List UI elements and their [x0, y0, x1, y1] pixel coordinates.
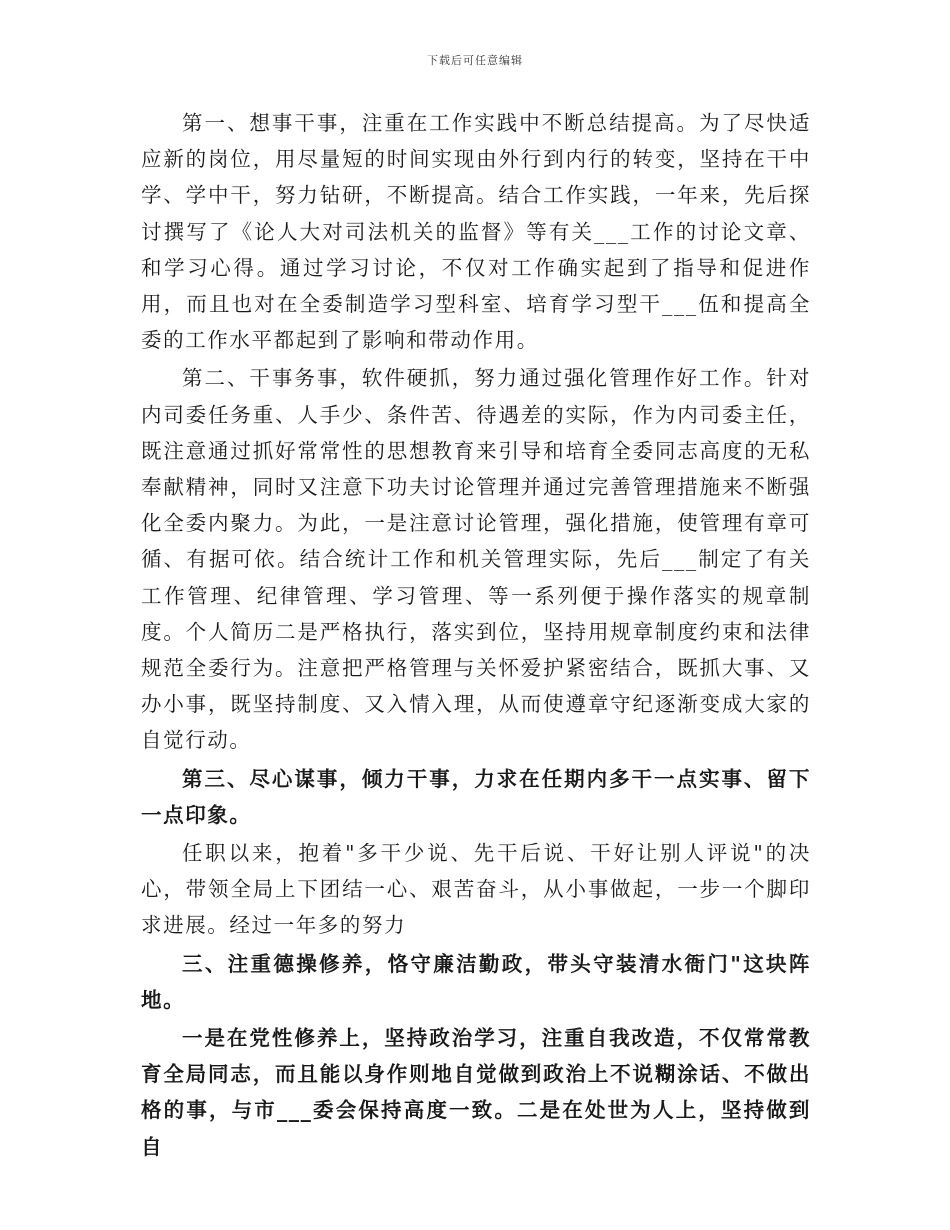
paragraph-1: 第一、想事干事，注重在工作实践中不断总结提高。为了尽快适应新的岗位，用尽量短的时间实现由外行到内行的转变，坚持在干中学、学中干，努力钻研，不断提高。结合工作实践，一年来，先后探讨撰写了《论人大对司法机关的监督》等有关___工作的讨论文章、和学习心得。通过学习讨论，不仅对工作确实起到了指导和促进作用，而且也对在全委制造学习型科室、培育学习型干___伍和提高全委的工作水平都起到了影响和带动作用。 — [141, 111, 811, 353]
paragraph-2: 第二、干事务事，软件硬抓，努力通过强化管理作好工作。针对内司委任务重、人手少、条件苦、待遇差的实际，作为内司委主任，既注意通过抓好常常性的思想教育来引导和培育全委同志高度的无私奉献精神，同时又注意下功夫讨论管理并通过完善管理措施来不断强化全委内聚力。为此，一是注意讨论管理，强化措施，使管理有章可循、有据可依。结合统计工作和机关管理实际，先后___制定了有关工作管理、纪律管理、学习管理、等一系列便于操作落实的规章制度。个人简历二是严格执行，落实到位，坚持用规章制度约束和法律规范全委行为。注意把严格管理与关怀爱护紧密结合，既抓大事、又办小事，既坚持制度、又入情入理，从而使遵章守纪逐渐变成大家的自觉行动。 — [141, 366, 811, 753]
document-body — [141, 105, 811, 1165]
paragraph-6: 一是在党性修养上，坚持政治学习，注重自我改造，不仅常常教育全局同志，而且能以身作则地自觉做到政治上不说糊涂话、不做出格的事，与市___委会保持高度一致。二是在处世为人上，坚持做到自 — [141, 1026, 811, 1159]
page-header: 下载后可任意编辑 — [427, 54, 523, 67]
paragraph-3-heading: 第三、尽心谋事，倾力干事，力求在任期内多干一点实事、留下一点印象。 — [141, 766, 811, 827]
paragraph-4: 任职以来，抱着"多干少说、先干后说、干好让别人评说"的决心，带领全局上下团结一心、艰苦奋斗，从小事做起，一步一个脚印求进展。经过一年多的努力 — [141, 841, 811, 938]
section-heading: 三、注重德操修养，恪守廉洁勤政，带头守装清水衙门"这块阵地。 — [141, 951, 811, 1012]
